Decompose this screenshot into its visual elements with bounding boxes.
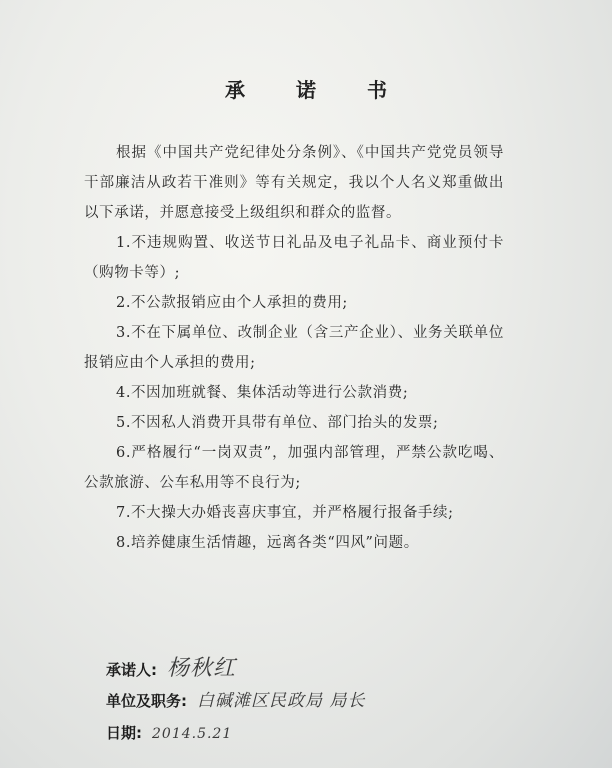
- date-line: [106, 722, 232, 743]
- commitment-item-6: 6.严格履行“一岗双责”，加强内部管理，严禁公款吃喝、公款旅游、公车私用等不良行为;: [84, 445, 504, 491]
- commitment-item-1: 1.不违规购置、收送节日礼品及电子礼品卡、商业预付卡（购物卡等）;: [84, 235, 504, 281]
- commitment-item-4: 4.不因加班就餐、集体活动等进行公款消费;: [116, 385, 409, 401]
- signer-line: [106, 651, 236, 682]
- date-value: 2014.5.21: [152, 726, 233, 742]
- commitment-item-5: 5.不因私人消费开具带有单位、部门抬头的发票;: [116, 415, 439, 431]
- unit-label: 单位及职务:: [106, 692, 187, 710]
- commitment-item-8: 8.培养健康生活情趣，远离各类“四风”问题。: [116, 535, 419, 551]
- unit-value: 白碱滩区民政局 局长: [197, 691, 366, 711]
- signer-label: 承诺人:: [106, 661, 157, 679]
- unit-line: [106, 686, 365, 711]
- document-body: [84, 138, 504, 558]
- signer-signature: 杨秋红: [167, 656, 237, 681]
- commitment-item-7: 7.不大操大办婚丧喜庆事宜，并严格履行报备手续;: [116, 505, 454, 521]
- document-title: 承 诺 书: [225, 78, 409, 102]
- intro-paragraph: 根据《中国共产党纪律处分条例》、《中国共产党党员领导干部廉洁从政若干准则》等有关规定，我以个人名义郑重做出以下承诺，并愿意接受上级组织和群众的监督。: [84, 145, 504, 221]
- date-label: 日期:: [106, 724, 142, 742]
- commitment-item-2: 2.不公款报销应由个人承担的费用;: [116, 295, 348, 311]
- commitment-item-3: 3.不在下属单位、改制企业（含三产企业）、业务关联单位报销应由个人承担的费用;: [84, 325, 504, 371]
